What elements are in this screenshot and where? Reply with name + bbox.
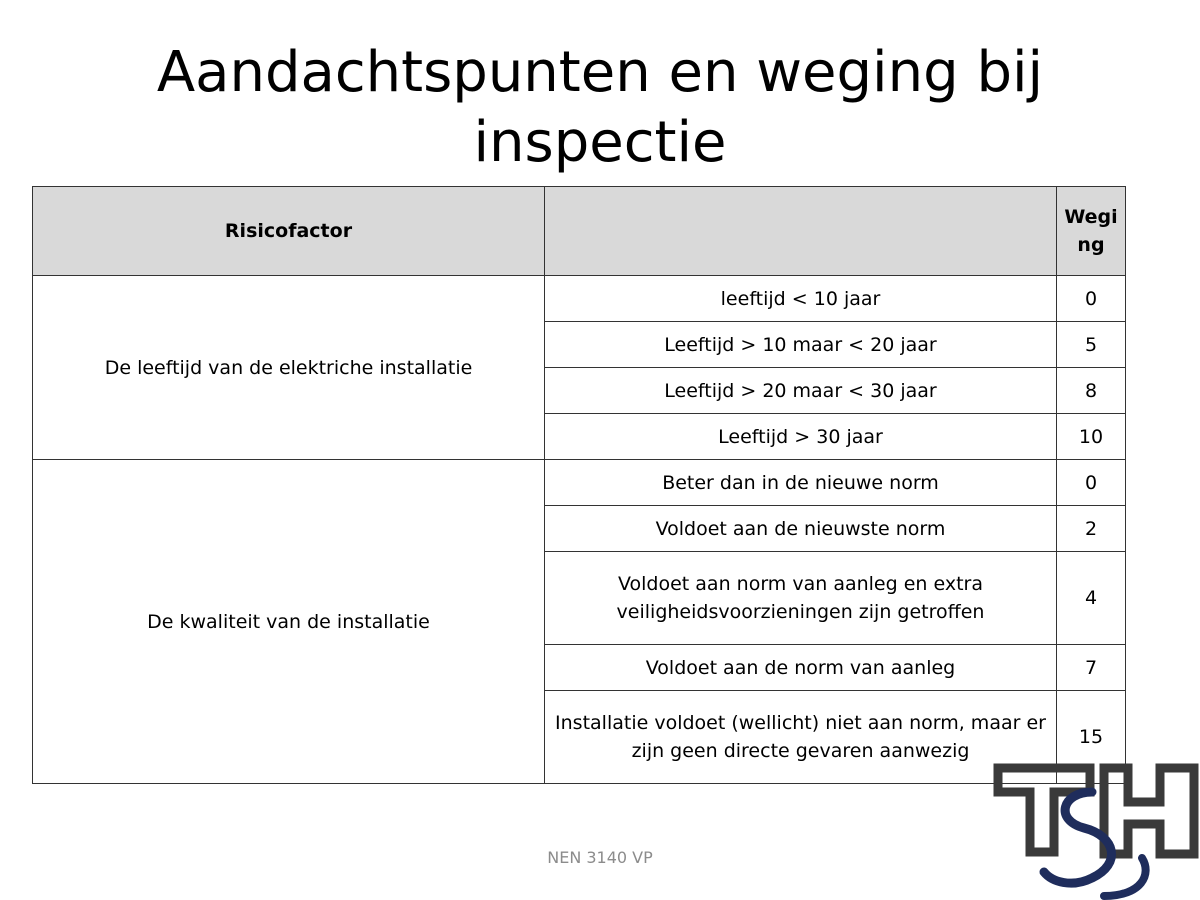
weight-cell: 7 [1057,645,1126,691]
slide-title: Aandachtspunten en weging bij inspectie [156,40,1044,175]
table-row [33,460,1126,506]
criterion-cell: Beter dan in de nieuwe norm [545,460,1057,506]
slide-footer: NEN 3140 VP [547,848,653,867]
table-header-row [33,187,1126,276]
weight-cell: 0 [1057,460,1126,506]
criterion-cell: Leeftijd > 20 maar < 30 jaar [545,368,1057,414]
criterion-cell: leeftijd < 10 jaar [545,276,1057,322]
criterion-cell: Voldoet aan norm van aanleg en extra veiligheidsvoorzieningen zijn getroffen [545,552,1057,645]
risk-factor-quality: De kwaliteit van de installatie [33,460,545,784]
tsh-logo [992,762,1200,900]
criterion-cell: Voldoet aan de nieuwste norm [545,506,1057,552]
header-weight: Weging [1057,187,1126,276]
weight-cell: 5 [1057,322,1126,368]
criterion-cell: Installatie voldoet (wellicht) niet aan norm, maar er zijn geen directe gevaren aanwezig [545,691,1057,784]
criterion-cell: Voldoet aan de norm van aanleg [545,645,1057,691]
risk-factor-age: De leeftijd van de elektriche installatie [33,276,545,460]
header-criterion [545,187,1057,276]
weight-cell: 2 [1057,506,1126,552]
table-row [33,276,1126,322]
weight-cell: 4 [1057,552,1126,645]
criterion-cell: Leeftijd > 30 jaar [545,414,1057,460]
header-risk-factor: Risicofactor [33,187,545,276]
criterion-cell: Leeftijd > 10 maar < 20 jaar [545,322,1057,368]
weight-cell: 10 [1057,414,1126,460]
weight-cell: 8 [1057,368,1126,414]
weight-cell: 15 [1057,691,1126,784]
weight-cell: 0 [1057,276,1126,322]
risk-weight-table [32,186,1126,784]
